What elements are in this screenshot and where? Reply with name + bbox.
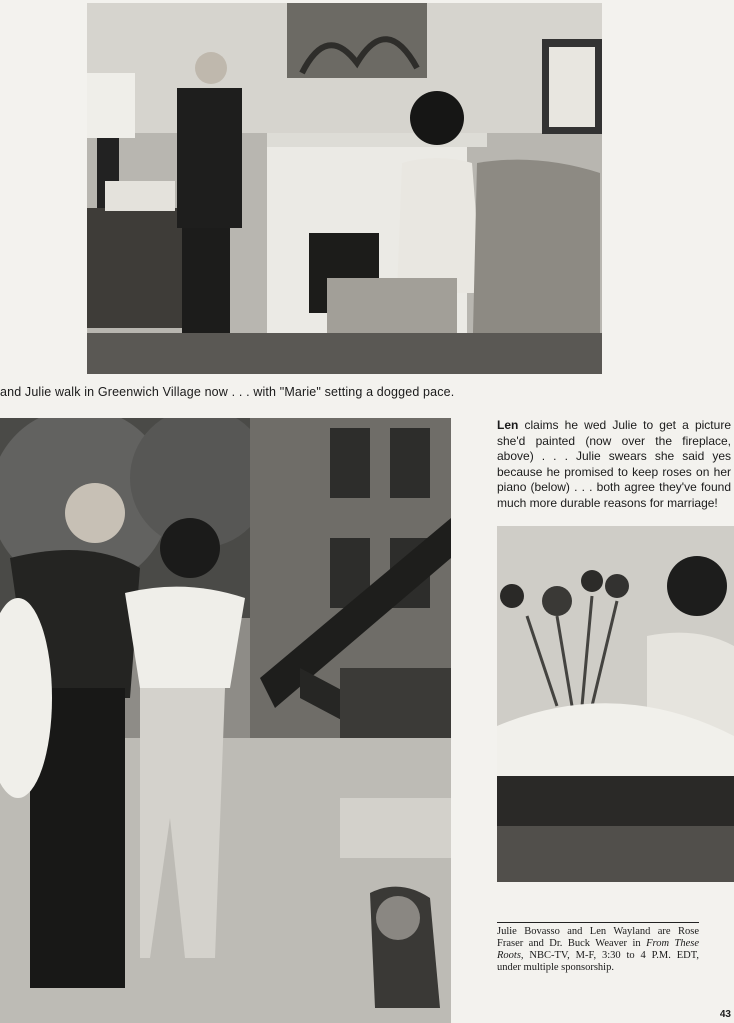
show-credit [497, 926, 699, 974]
top-photo-caption: and Julie walk in Greenwich Village now . . . with "Marie" setting a dogged pace. [0, 385, 455, 399]
credit-divider [497, 922, 699, 923]
photo-greenwich-village-walk [0, 418, 451, 1023]
show-title: From These Roots, [497, 938, 699, 961]
show-credit-lead: Julie Bovasso and Len Wayland are Rose Fraser and Dr. Buck Weaver in [497, 926, 699, 949]
page-number: 43 [719, 1009, 731, 1020]
show-credit-tail: NBC-TV, M-F, 3:30 to 4 P.M. EDT, under multiple sponsorship. [497, 950, 699, 973]
side-caption-body: claims he wed Julie to get a picture she'd painted (now over the fireplace, above) . . . Julie swears she said yes because he promised to keep roses on her piano (below) . . . both agree they've found much more durable reasons for marriage! [497, 418, 731, 510]
side-caption-lead: Len [497, 418, 519, 432]
side-caption [497, 418, 731, 511]
photo-roses-on-piano [497, 526, 734, 882]
photo-living-room [87, 3, 602, 374]
